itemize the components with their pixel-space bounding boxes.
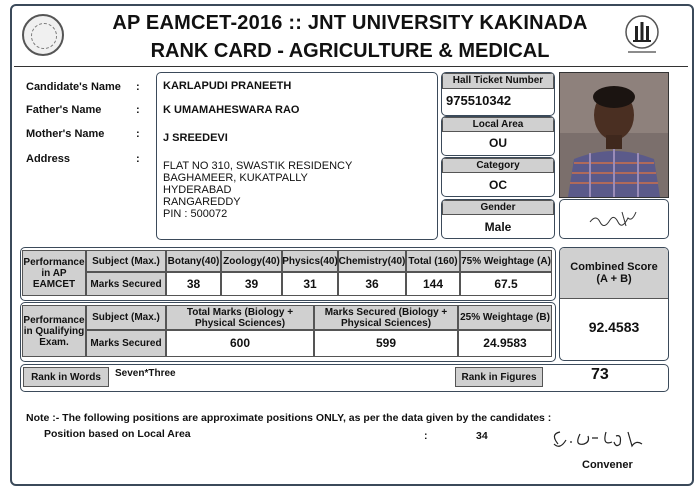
gender-box [441,199,555,239]
address-line: PIN : 500072 [163,208,228,220]
candidate-photo [559,72,669,198]
local-area-label: Local Area [442,117,554,132]
header-total-marks: Total Marks (Biology + Physical Sciences) [166,305,314,330]
local-area-value: OU [489,136,507,150]
rank-in-words: Seven*Three [115,368,176,379]
convener-label: Convener [582,459,633,471]
address-block [163,160,352,220]
header-zoology: Zoology(40) [221,250,282,272]
category-value: OC [489,178,507,192]
hall-ticket-box [441,72,555,116]
gender-value: Male [484,220,512,234]
mother-name: J SREEDEVI [163,132,228,144]
address-line: BAGHAMEER, KUKATPALLY [163,172,308,184]
address-label: Address [26,153,71,165]
note-text: Note :- The following positions are approximate positions ONLY, as per the data given by the candidates : [26,412,552,424]
gender-label: Gender [442,200,554,215]
colon: : [136,104,140,116]
candidate-signature-icon [560,200,668,238]
position-local-area-label: Position based on Local Area [44,428,191,440]
qualifying-performance-label: Performance in Qualifying Exam. [22,305,86,357]
hall-ticket-label: Hall Ticket Number [442,73,554,89]
position-local-area-value: 34 [476,430,488,442]
rank-in-figures: 73 [591,366,609,383]
weightage-b-value: 24.9583 [458,330,552,357]
header-subtitle: RANK CARD - AGRICULTURE & MEDICAL [150,40,550,62]
category-label: Category [442,158,554,173]
marks-secured-label: Marks Secured [86,272,166,296]
mother-name-label: Mother's Name [26,128,105,140]
header-weightage-b: 25% Weightage (B) [458,305,552,330]
category-box [441,157,555,197]
convener-signature-icon [544,426,664,456]
zoology-marks: 39 [221,272,282,296]
chemistry-marks: 36 [338,272,406,296]
colon: : [136,153,140,165]
header-botany: Botany(40) [166,250,221,272]
header-marks-secured: Marks Secured (Biology + Physical Sciences) [314,305,458,330]
father-name-label: Father's Name [26,104,102,116]
hall-ticket-number: 975510342 [446,93,512,108]
rank-in-words-label: Rank in Words [23,367,109,387]
address-line: RANGAREDDY [163,196,241,208]
header-total: Total (160) [406,250,460,272]
eamcet-performance-label: Performance in AP EAMCET [22,250,86,296]
total-marks: 144 [406,272,460,296]
header-title: AP EAMCET-2016 :: JNT UNIVERSITY KAKINADA [112,12,588,34]
botany-marks: 38 [166,272,221,296]
candidate-name: KARLAPUDI PRANEETH [163,80,292,92]
address-line: FLAT NO 310, SWASTIK RESIDENCY [163,160,353,172]
physics-marks: 31 [282,272,338,296]
rank-in-figures-label: Rank in Figures [455,367,543,387]
subject-max-label: Subject (Max.) [86,305,166,330]
combined-score-value: 92.4583 [588,319,640,335]
colon: : [136,128,140,140]
marks-secured-label: Marks Secured [86,330,166,357]
local-area-box [441,116,555,156]
signature-box [559,199,669,239]
combined-score-label: Combined Score (A + B) [560,248,668,299]
header-weightage-a: 75% Weightage (A) [460,250,552,272]
header-chemistry: Chemistry(40) [338,250,406,272]
qualifying-marks-secured: 599 [314,330,458,357]
header-divider [14,66,688,67]
weightage-a-value: 67.5 [460,272,552,296]
qualifying-total-marks: 600 [166,330,314,357]
subject-max-label: Subject (Max.) [86,250,166,272]
combined-score-box [559,247,669,361]
address-line: HYDERABAD [163,184,232,196]
colon: : [136,81,140,93]
colon: : [424,430,428,442]
father-name: K UMAMAHESWARA RAO [163,104,300,116]
header-physics: Physics(40) [282,250,338,272]
candidate-name-label: Candidate's Name [26,81,121,93]
